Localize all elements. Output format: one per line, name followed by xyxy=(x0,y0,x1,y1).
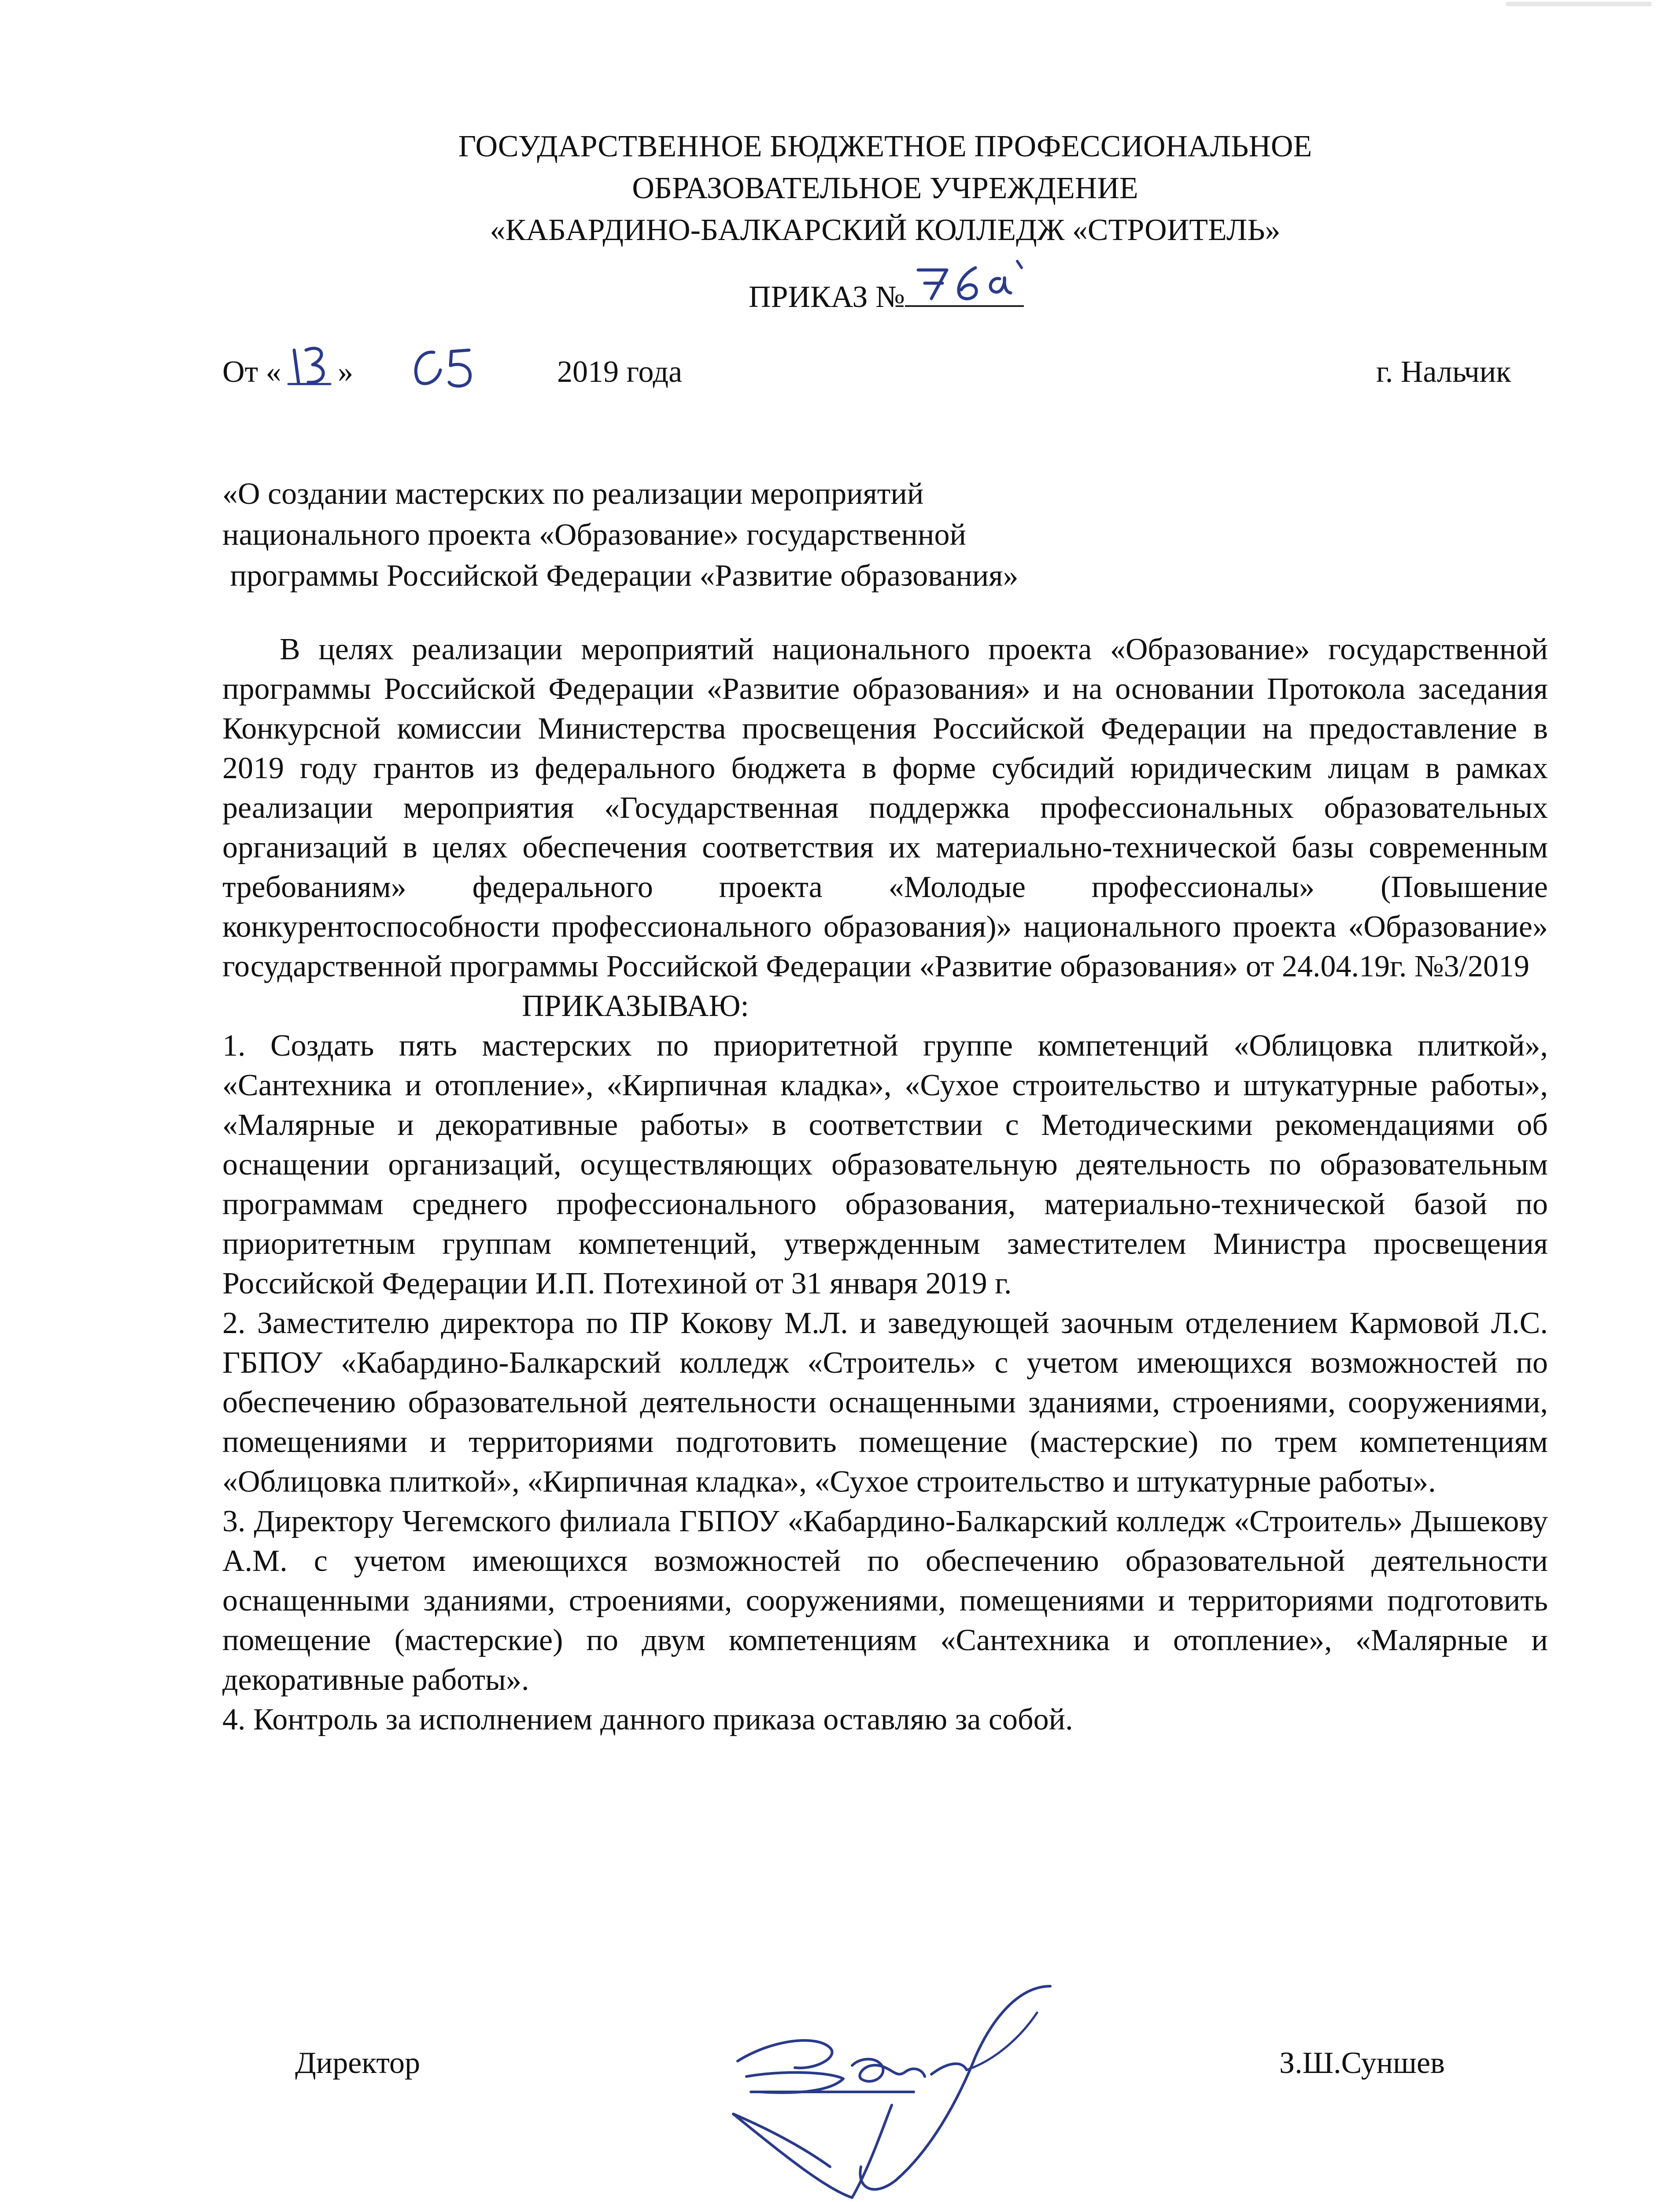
date-line xyxy=(222,352,1543,401)
order-item-2: 2. Заместителю директора по ПР Кокову М.Л. и заведующей заочным отделением Кармовой Л.С. ГБПОУ «Кабардино-Балкарский колледж «Строитель» с учетом имеющихся возможностей по обеспечению образовательной деятельности оснащенными зданиями, строениями, сооружениями, помещениями и территориями подготовить помещение (мастерские) по трем компетенциям «Облицовка плиткой», «Кирпичная кладка», «Сухое строительство и штукатурные работы». xyxy=(222,1306,1548,1499)
signature-block xyxy=(222,2026,1548,2202)
day-handwriting xyxy=(286,335,335,392)
header-line-2: ОБРАЗОВАТЕЛЬНОЕ УЧРЕЖДЕНИЕ xyxy=(632,171,1138,205)
preamble-paragraph: В целях реализации мероприятий национального проекта «Образование» государственной программы Российской Федерации «Развитие образования» и на основании Протокола заседания Конкурсной комиссии Министерства просвещения Российской Федерации на предоставление в 2019 году грантов из федерального бюджета в форме субсидий юридическим лицам в рамках реализации мероприятия «Государственная поддержка профессиональных образовательных организаций в целях обеспечения соответствия их материально-технической базы современным требованиям» федерального проекта «Молодые профессионалы» (Повышение конкурентоспособности профессионального образования)» национального проекта «Образование» государственной программы Российской Федерации «Развитие образования» от 24.04.19г. №3/2019 xyxy=(222,632,1548,983)
order-title-label: ПРИКАЗ № xyxy=(749,280,905,314)
date-year: 2019 года xyxy=(557,355,683,389)
order-title xyxy=(749,277,1145,317)
signatory-position: Директор xyxy=(295,2046,421,2080)
header-line-3: «КАБАРДИНО-БАЛКАРСКИЙ КОЛЛЕДЖ «СТРОИТЕЛЬ» xyxy=(490,213,1281,247)
organization-header xyxy=(308,126,1462,251)
handwritten-signature xyxy=(685,1960,1081,2202)
month-handwriting xyxy=(407,339,482,392)
header-line-1: ГОСУДАРСТВЕННОЕ БЮДЖЕТНОЕ ПРОФЕССИОНАЛЬНОЕ xyxy=(458,129,1312,163)
subject-line-3: программы Российской Федерации «Развитие образования» xyxy=(222,559,1019,593)
city: г. Нальчик xyxy=(1376,355,1511,389)
date-close-quote: » xyxy=(338,355,353,389)
order-number-handwriting xyxy=(905,252,1037,305)
order-item-3: 3. Директору Чегемского филиала ГБПОУ «Кабардино-Балкарский колледж «Строитель» Дышекову А.М. с учетом имеющихся возможностей по обеспечению образовательной деятельности оснащенными зданиями, строениями, сооружениями, помещениями и территориями подготовить помещение (мастерские) по двум компетенциям «Сантехника и отопление», «Малярные и декоративные работы». xyxy=(222,1504,1548,1697)
subject-line-1: «О создании мастерских по реализации мероприятий xyxy=(222,477,924,511)
subject-line-2: национального проекта «Образование» государственной xyxy=(222,518,966,552)
order-subject xyxy=(222,473,1367,596)
order-body xyxy=(222,630,1548,1740)
signatory-name: З.Ш.Суншев xyxy=(1279,2046,1445,2080)
order-item-1: 1. Создать пять мастерских по приоритетной группе компетенций «Облицовка плиткой», «Сантехника и отопление», «Кирпичная кладка», «Сухое строительство и штукатурные работы», «Малярные и декоративные работы» в соответствии с Методическими рекомендациями об оснащении организаций, осуществляющих образовательную деятельность по образовательным программам среднего профессионального образования, материально-технической базой по приоритетным группам компетенций, утвержденным заместителем Министра просвещения Российской Федерации И.П. Потехиной от 31 января 2019 г. xyxy=(222,1029,1548,1301)
date-prefix: От « xyxy=(222,355,281,389)
order-item-4: 4. Контроль за исполнением данного приказа оставляю за собой. xyxy=(222,1703,1073,1736)
order-number-field xyxy=(905,279,1024,307)
orders-word: ПРИКАЗЫВАЮ: xyxy=(522,989,749,1023)
scan-edge-mark xyxy=(1497,0,1680,18)
